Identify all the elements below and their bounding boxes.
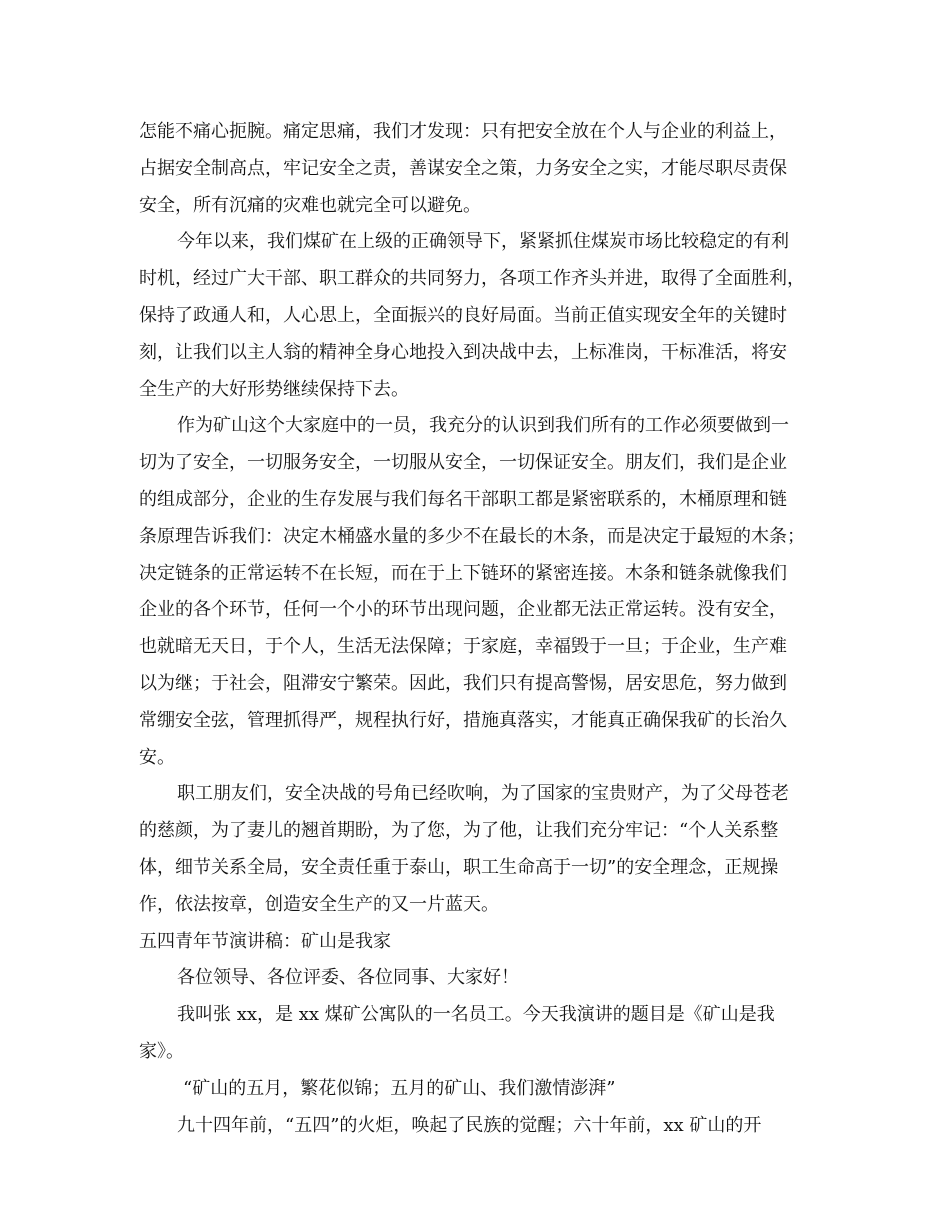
text-line: 安全，所有沉痛的灾难也就完全可以避免。 bbox=[139, 194, 481, 216]
text-line: 体，细节关系全局，安全责任重于泰山，职工生命高于一切”的安全理念，正规操 bbox=[139, 856, 779, 878]
text-line: 占据安全制高点，牢记安全之责，善谋安全之策，力务安全之实，才能尽职尽责保 bbox=[139, 157, 787, 179]
document-body bbox=[139, 114, 815, 1144]
text-line: 保持了政通人和，人心思上，全面振兴的良好局面。当前正值实现安全年的关键时 bbox=[139, 304, 787, 326]
section-heading: 五四青年节演讲稿：矿山是我家 bbox=[139, 930, 391, 952]
text-line: 刻，让我们以主人翁的精神全身心地投入到决战中去，上标准岗，干标准活，将安 bbox=[139, 341, 787, 363]
text-line: 职工朋友们，安全决战的号角已经吹响，为了国家的宝贵财产，为了父母苍老 bbox=[177, 783, 789, 805]
text-line: 的慈颜，为了妻儿的翘首期盼，为了您，为了他，让我们充分牢记：“个人关系整 bbox=[139, 820, 779, 842]
text-line: 条原理告诉我们：决定木桶盛水量的多少不在最长的木条，而是决定于最短的木条； bbox=[139, 525, 805, 547]
text-line: 以为继；于社会，阻滞安宁繁荣。因此，我们只有提高警惕，居安思危，努力做到 bbox=[139, 672, 787, 694]
text-line: 切为了安全，一切服务安全，一切服从安全，一切保证安全。朋友们，我们是企业 bbox=[139, 452, 787, 474]
text-line: 全生产的大好形势继续保持下去。 bbox=[139, 378, 409, 400]
text-line: 各位领导、各位评委、各位同事、大家好！ bbox=[177, 967, 519, 989]
text-line: “矿山的五月，繁花似锦；五月的矿山、我们激情澎湃” bbox=[183, 1077, 616, 1099]
text-line: 九十四年前，“五四”的火炬，唤起了民族的觉醒；六十年前，xx 矿山的开 bbox=[177, 1114, 762, 1136]
text-line: 企业的各个环节，任何一个小的环节出现问题，企业都无法正常运转。没有安全， bbox=[139, 599, 787, 621]
text-line: 的组成部分，企业的生存发展与我们每名干部职工都是紧密联系的，木桶原理和链 bbox=[139, 488, 787, 510]
text-line: 也就暗无天日，于个人，生活无法保障；于家庭，幸福毁于一旦；于企业，生产难 bbox=[139, 636, 787, 658]
text-line: 安。 bbox=[139, 746, 175, 768]
text-line: 时机，经过广大干部、职工群众的共同努力，各项工作齐头并进，取得了全面胜利， bbox=[139, 268, 805, 290]
text-line: 今年以来，我们煤矿在上级的正确领导下，紧紧抓住煤炭市场比较稳定的有利 bbox=[177, 231, 789, 253]
text-line: 怎能不痛心扼腕。痛定思痛，我们才发现：只有把安全放在个人与企业的利益上， bbox=[139, 121, 787, 142]
text-line: 作为矿山这个大家庭中的一员，我充分的认识到我们所有的工作必须要做到一 bbox=[177, 415, 789, 437]
text-line: 作，依法按章，创造安全生产的又一片蓝天。 bbox=[139, 893, 499, 915]
text-line: 我叫张 xx，是 xx 煤矿公寓队的一名员工。今天我演讲的题目是《矿山是我 bbox=[177, 1004, 775, 1026]
text-line: 常绷安全弦，管理抓得严，规程执行好，措施真落实，才能真正确保我矿的长治久 bbox=[139, 709, 787, 731]
text-line: 决定链条的正常运转不在长短，而在于上下链环的紧密连接。木条和链条就像我们 bbox=[139, 562, 787, 584]
text-line: 家》。 bbox=[139, 1040, 184, 1062]
